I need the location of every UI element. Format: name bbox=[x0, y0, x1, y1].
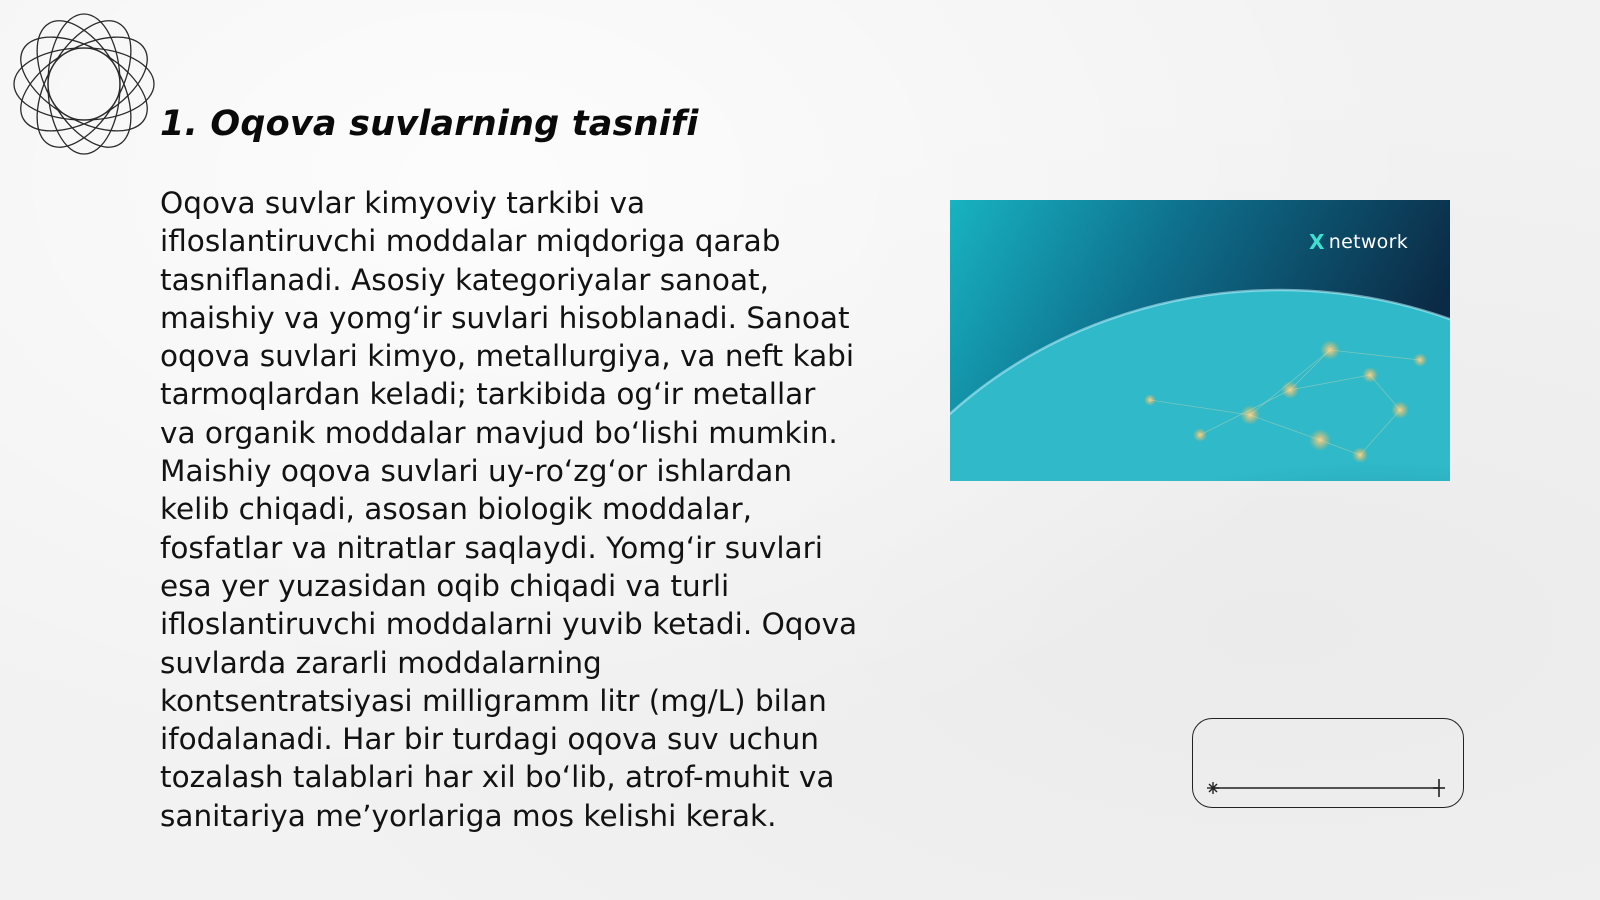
orbit-rings-icon bbox=[10, 10, 158, 158]
earth-network-image bbox=[950, 200, 1450, 481]
slider-line-icon bbox=[1192, 718, 1464, 808]
slide-title: 1. Oqova suvlarning tasnifi bbox=[160, 104, 699, 144]
slide-body-text: Oqova suvlar kimyoviy tarkibi va ifloslantiruvchi moddalar miqdoriga qarab tasniflanadi. Asosiy kategoriyalar sanoat, maishiy va yomg‘ir suvlari hisoblanadi. Sanoat oqova suvlari kimyo, metallurgiya, va neft kabi tarmoqlardan keladi; tarkibida og‘ir metallar va organik moddalar mavjud bo‘lishi mumkin. Maishiy oqova suvlari uy-ro‘zg‘or ishlardan kelib chiqadi, asosan biologik moddalar, fosfatlar va nitratlar saqlaydi. Yomg‘ir suvlari esa yer yuzasidan oqib chiqadi va turli ifloslantiruvchi moddalarni yuvib ketadi. Oqova suvlarda zararli moddalarning kontsentratsiyasi milligramm litr (mg/L) bilan ifodalanadi. Har bir turdagi oqova suv uchun tozalash talablari har xil bo‘lib, atrof-muhit va sanitariya me’yorlariga mos kelishi kerak. bbox=[160, 186, 858, 833]
network-brand-name: network bbox=[1328, 231, 1408, 253]
network-brand-logo bbox=[1309, 230, 1408, 254]
network-logo-icon: X bbox=[1309, 230, 1325, 254]
